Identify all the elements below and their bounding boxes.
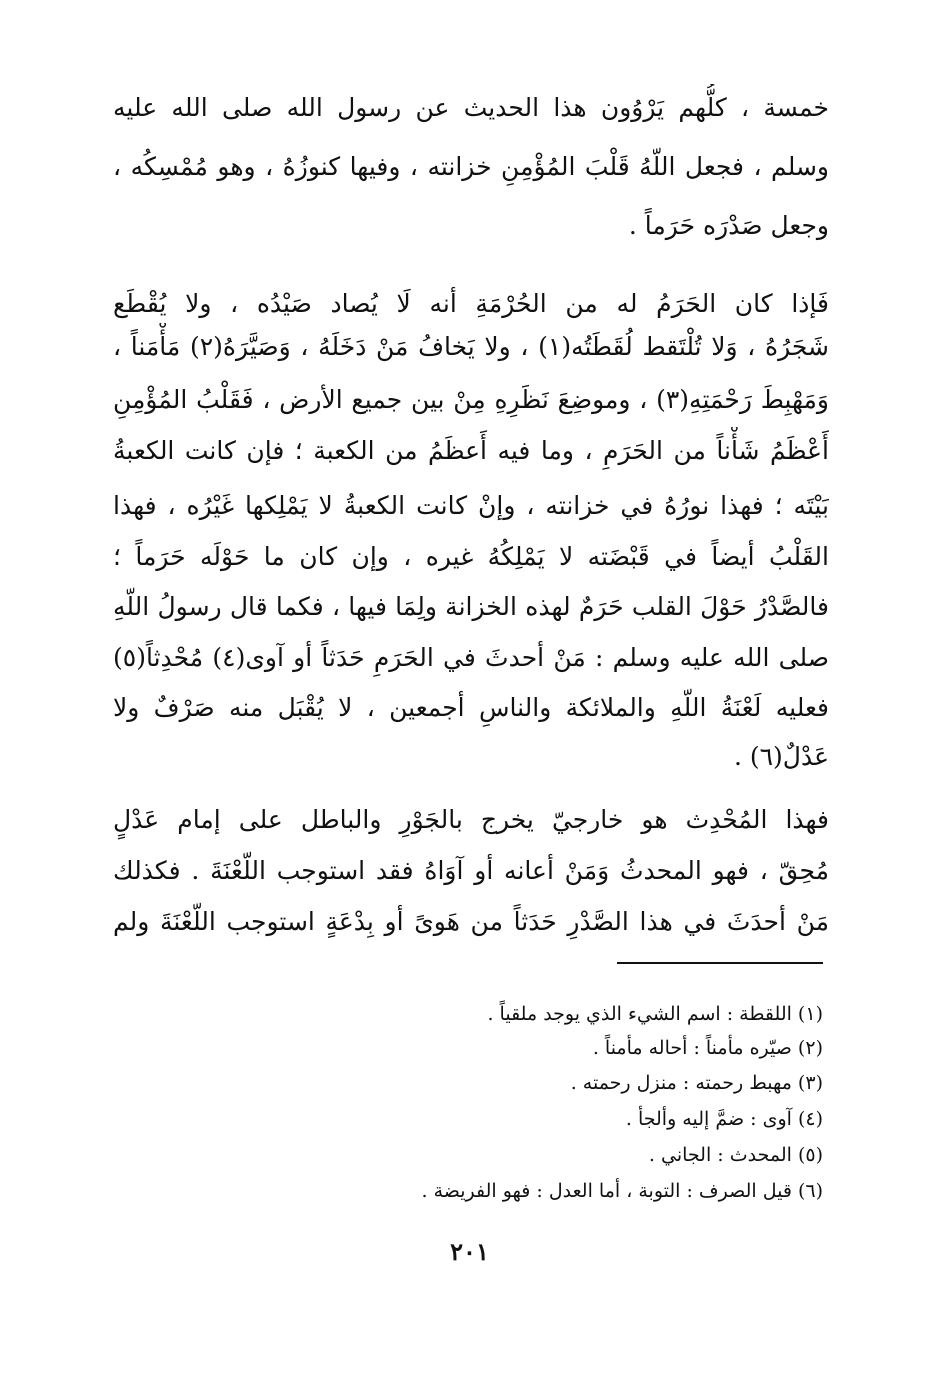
footnote-5: (٥) المحدث : الجاني . xyxy=(648,1144,823,1166)
text-line: وَمَهْبِطَ رَحْمَتِهِ(٣) ، وموضِعَ نَظَرِهِ مِنْ بين جميع الأرض ، فَقَلْبُ المُؤْمِنِ xyxy=(113,385,829,414)
text-line: مَنْ أحدَثَ في هذا الصَّدْرِ حَدَثاً من هَوىً أو بِدْعَةٍ استوجب اللّعْنَةَ ولم xyxy=(113,907,829,936)
footnote-2: (٢) صيّره مأمناً : أحاله مأمناً . xyxy=(592,1037,823,1059)
text-line: أَعْظَمُ شَأْناً من الحَرَمِ ، وما فيه أَعظَمُ من الكعبة ؛ فإن كانت الكعبةُ xyxy=(113,436,829,465)
text-line: فالصَّدْرُ حَوْلَ القلب حَرَمٌ لهذه الخزانة ولِمَا فيها ، فكما قال رسولُ اللّهِ xyxy=(113,592,829,621)
text-line: فعليه لَعْنَةُ اللّهِ والملائكة والناسِ أجمعين ، لا يُقْبَل منه صَرْفٌ ولا xyxy=(113,693,829,722)
text-line: خمسة ، كلُّهم يَرْوُون هذا الحديث عن رسول الله صلى الله عليه xyxy=(113,93,829,122)
footnote-4: (٤) آوى : ضمَّ إليه وألجأ . xyxy=(625,1108,823,1130)
text-line: صلى الله عليه وسلم : مَنْ أحدثَ في الحَرَمِ حَدَثاً أو آوى(٤) مُحْدِثاً(٥) xyxy=(113,643,829,672)
text-line: وسلم ، فجعل اللّهُ قَلْبَ المُؤْمِنِ خزانته ، وفيها كنوزُهُ ، وهو مُمْسِكُه ، xyxy=(113,152,829,181)
text-line: فَإذا كان الحَرَمُ له من الحُرْمَةِ أنه لَا يُصاد صَيْدُه ، ولا يُقْطَع xyxy=(113,289,829,318)
footnote-3: (٣) مهبط رحمته : منزل رحمته . xyxy=(570,1072,823,1094)
text-line: فهذا المُحْدِث هو خارجيّ يخرج بالجَوْرِ والباطل على إمام عَدْلٍ xyxy=(113,805,829,834)
footnote-6: (٦) قيل الصرف : التوبة ، أما العدل : فهو الفريضة . xyxy=(421,1180,823,1202)
text-line: شَجَرُهُ ، وَلا تُلْتَقط لُقَطَتُه(١) ، ولا يَخافُ مَنْ دَخَلَهُ ، وَصَيَّرَهُ(٢) مَأْمَناً ، xyxy=(113,332,829,361)
text-line: بَيْتَه ؛ فهذا نورُهُ في خزانته ، وإنْ كانت الكعبةُ لا يَمْلِكها غَيْرُه ، فهذا xyxy=(113,491,829,520)
text-line: مُحِقّ ، فهو المحدثُ وَمَنْ أعانه أو آوَاهُ فقد استوجب اللّعْنَةَ . فكذلك xyxy=(113,856,829,885)
page-number: ٢٠١ xyxy=(450,1237,489,1266)
text-line: وجعل صَدْرَه حَرَماً . xyxy=(628,211,829,240)
text-line: عَدْلٌ(٦) . xyxy=(733,742,829,771)
footnote-divider xyxy=(617,962,823,964)
footnote-1: (١) اللقطة : اسم الشيء الذي يوجد ملقياً . xyxy=(487,1003,823,1025)
text-line: القَلْبُ أيضاً في قَبْضَته لا يَمْلِكُهُ غيره ، وإن كان ما حَوْلَه حَرَماً ؛ xyxy=(113,542,829,571)
